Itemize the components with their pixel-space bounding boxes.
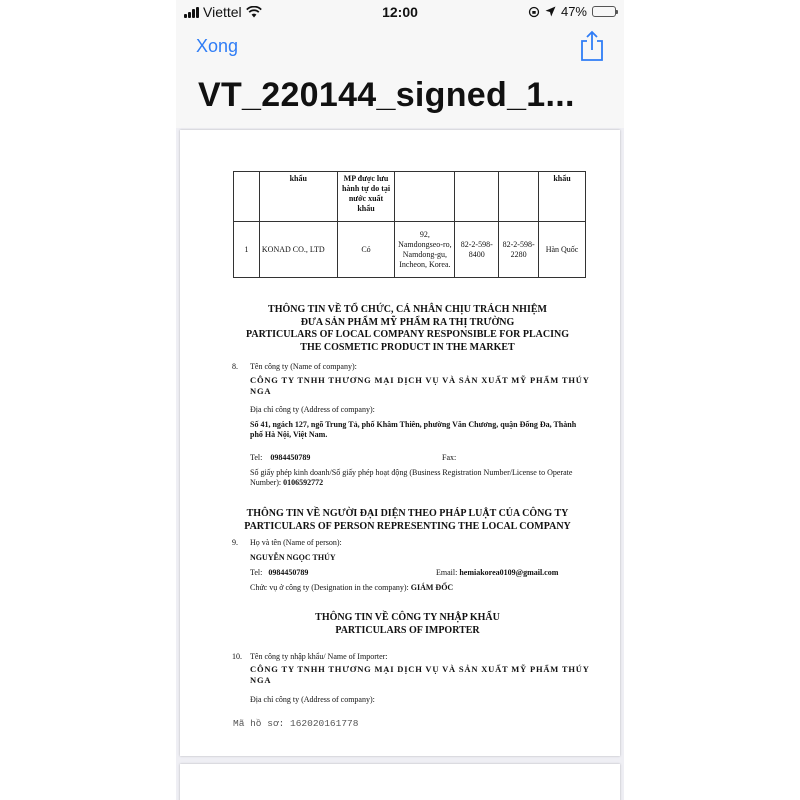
table-header-cell [234,172,260,222]
location-arrow-icon [545,6,556,17]
document-title: VT_220144_signed_1... [198,76,575,114]
manufacturer-address: 92, Namdongseo-ro, Namdong-gu, Incheon, Korea. [395,222,455,278]
company-tel-line [250,453,590,463]
heading-line: PARTICULARS OF IMPORTER [335,624,480,636]
license-value: 0106592772 [283,478,324,488]
pdf-page[interactable] [180,130,620,756]
heading-line: THE COSMETIC PRODUCT IN THE MARKET [300,341,515,353]
manufacturer-name: KONAD CO., LTD [259,222,337,278]
table-header-cell: khẩu [539,172,586,222]
pdf-page-next[interactable] [180,764,620,800]
company-address-value: Số 41, ngách 127, ngõ Trung Tả, phố Khâm Thiên, phường Văn Chương, quận Đống Đa, Thành phố Hà Nội, Việt Nam. [250,420,577,440]
dossier-code: Mã hồ sơ: 162020161778 [233,718,359,729]
section-heading-person [220,508,595,533]
company-address-label: Địa chỉ công ty (Address of company): [250,405,375,414]
tel-label: Tel: [250,453,263,462]
tel-value: 0984450789 [268,568,309,577]
table-header-row [234,172,586,222]
manufacturer-phone: 82-2-598-8400 [455,222,499,278]
manufacturer-table [233,171,586,278]
designation-value: GIÁM ĐỐC [410,583,454,592]
designation-label: Chức vụ ở công ty (Designation in the company): [250,583,409,592]
importer-name-label: Tên công ty nhập khẩu/ Name of Importer: [250,652,388,661]
manufacturer-country: Hàn Quốc [539,222,586,278]
pdf-viewer-screen [176,0,624,800]
heading-line: THÔNG TIN VỀ CÔNG TY NHẬP KHẨU [315,612,500,623]
heading-line: PARTICULARS OF LOCAL COMPANY RESPONSIBLE FOR PLACING [245,329,569,340]
heading-line: THÔNG TIN VỀ NGƯỜI ĐẠI DIỆN THEO PHÁP LUẬT CỦA CÔNG TY [246,508,569,519]
section-heading-local-company [220,304,595,354]
item-number: 10. [232,652,242,661]
tel-value: 0984450789 [270,453,311,462]
importer-address-label: Địa chỉ công ty (Address of company): [250,695,375,704]
email-label: Email: [436,568,458,577]
person-contact-line [250,568,590,578]
status-bar [176,0,624,24]
table-header-cell [455,172,499,222]
license-line [250,468,590,489]
heading-line: ĐƯA SẢN PHẨM MỸ PHẨM RA THỊ TRƯỜNG [300,316,515,328]
email-field [436,568,558,578]
item-number: 8. [232,362,238,371]
fax-label: Fax: [442,453,457,462]
tel-label: Tel: [250,568,263,577]
status-right [528,4,616,19]
company-name-value: CÔNG TY TNHH THƯƠNG MẠI DỊCH VỤ VÀ SẢN XUẤT MỸ PHẨM THÚY NGA [250,375,590,397]
company-name-label: Tên công ty (Name of company): [250,362,357,371]
person-name-value: NGUYỄN NGỌC THÚY [250,553,336,562]
heading-line: PARTICULARS OF PERSON REPRESENTING THE LOCAL COMPANY [244,520,571,532]
battery-icon [592,6,616,17]
license-label: Số giấy phép kinh doanh/Số giấy phép hoạt động (Business Registration Number/License to Operate Number): [250,468,573,488]
email-value: hemiakorea0109@gmail.com [459,568,559,577]
carrier-name: Viettel [203,4,242,20]
orientation-lock-icon [528,6,540,18]
person-name-label: Họ và tên (Name of person): [250,538,342,547]
navigation-bar [176,24,624,128]
table-header-cell [499,172,539,222]
designation-line [250,583,590,593]
battery-percent: 47% [560,4,587,19]
section-heading-importer [220,612,595,637]
table-row [234,222,586,278]
table-header-cell: MP được lưu hành tự do tại nước xuất khẩu [337,172,395,222]
done-button[interactable]: Xong [196,36,239,56]
free-sale-status: Có [337,222,395,278]
importer-name-value: CÔNG TY TNHH THƯƠNG MẠI DỊCH VỤ VÀ SẢN XUẤT MỸ PHẨM THÚY NGA [250,664,590,686]
status-time: 12:00 [382,4,418,20]
table-header-cell: khẩu [259,172,337,222]
item-number: 9. [232,538,238,547]
table-header-cell [395,172,455,222]
row-number: 1 [234,222,260,278]
share-icon[interactable] [578,30,606,62]
manufacturer-fax: 82-2-598-2280 [499,222,539,278]
heading-line: THÔNG TIN VỀ TỔ CHỨC, CÁ NHÂN CHỊU TRÁCH NHIỆM [268,304,547,315]
